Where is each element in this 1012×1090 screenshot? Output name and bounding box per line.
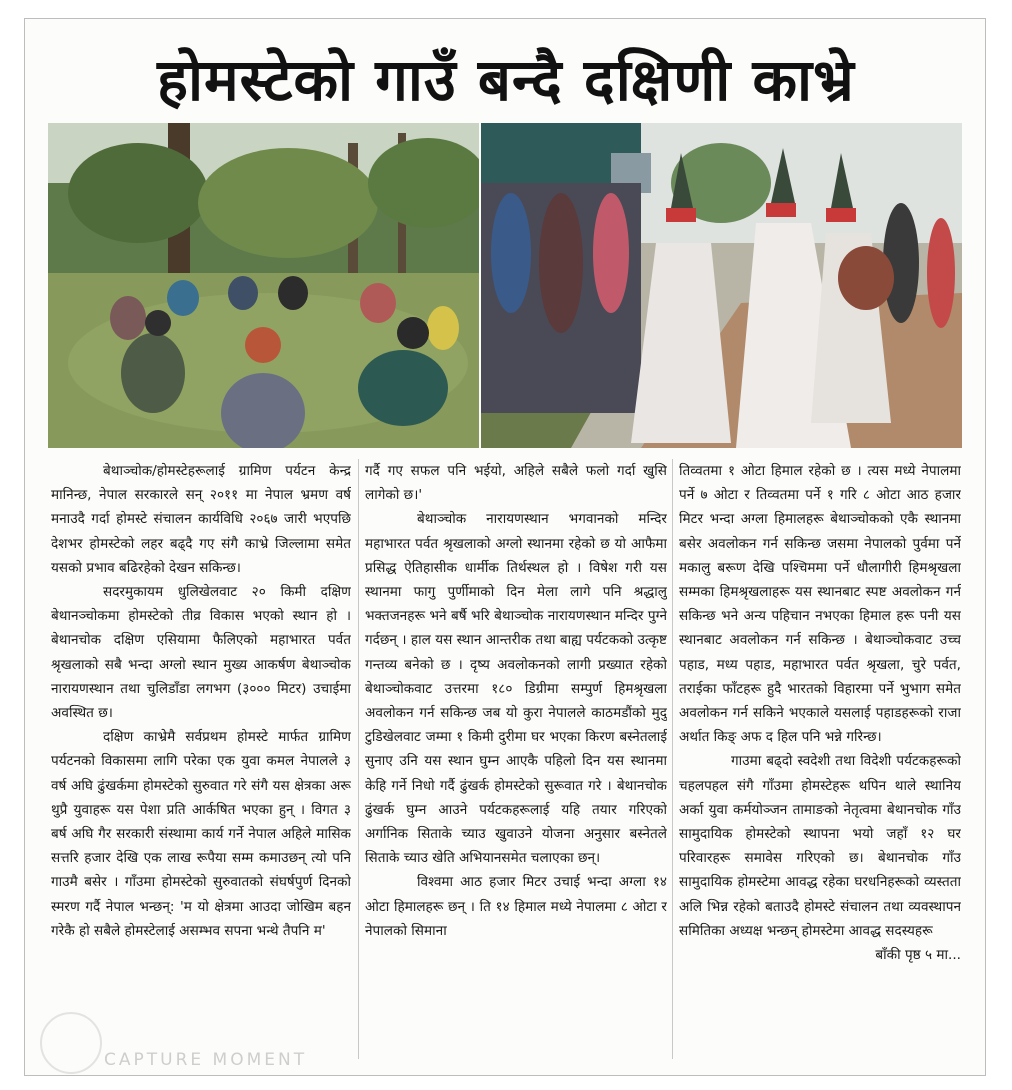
column-divider <box>358 459 359 1059</box>
article-column-1 <box>51 459 351 1059</box>
watermark-text: CAPTURE MOMENT <box>104 1050 308 1070</box>
paragraph: गर्दै गए सफल पनि भईयो, अहिले सबैले फलो गर्दा खुसि लागेको छ।' <box>365 463 667 504</box>
column-divider <box>672 459 673 1059</box>
continued-on-page: बाँकी पृष्ठ ५ मा... <box>875 947 961 964</box>
paragraph: विश्वमा आठ हजार मिटर उचाई भन्दा अग्ला १४ ओटा हिमालहरू छन् । ति १४ हिमाल मध्ये नेपालमा ८ ओटा र नेपालको सिमाना <box>365 874 667 939</box>
paragraph: गाउमा बढ्दो स्वदेशी तथा विदेशी पर्यटकहरूको चहलपहल संगै गाँउमा होमस्टेहरू थपिन थाले स्थानिय अर्का युवा कर्मयोञ्जन तामाङको नेतृत्वमा बेथानचोक गाँउ सामुदायिक होमस्टेको स्थापना भयो जहाँ १२ घर परिवारहरू समावेस गरिएको छ। बेथानचोक गाँउ सामुदायिक होमस्टेमा आवद्ध रहेका घरधनिहरूको व्यस्तता अलि भिन्न रहेको बताउदै होमस्टे संचालन तथा व्यवस्थापन समितिका अध्यक्ष भन्छन् होमस्टेमा आवद्ध सदस्यहरू <box>679 753 961 939</box>
paragraph: बेथाञ्चोक/होमस्टेहरूलाई ग्रामिण पर्यटन केन्द्र मानिन्छ, नेपाल सरकारले सन् २०११ मा नेपाल भ्रमण वर्ष मनाउदै गर्दा होमस्टे संचालन कार्यविधि २०६७ जारी भएपछि देशभर होमस्टेको लहर बढ्दै गए संगै काभ्रे जिल्लामा समेत यसको प्रभाव बढिरहेको देखन सकिन्छ। <box>51 463 351 576</box>
paragraph: बेथाञ्चोक नारायणस्थान भगवानको मन्दिर महाभारत पर्वत श्रृखलाको अग्लो स्थानमा रहेको छ यो आफैमा प्रसिद्ध ऐतिहासीक धार्मीक तिर्थस्थल हो । विषेश गरी यस स्थानमा फागु पुर्णीमाको दिन मेला लागे पनि श्रद्धालु भक्तजनहरू भने बर्षै भरि बेथाञ्चोक नारायणस्थान मन्दिर पुग्ने गर्दछन् । हाल यस स्थान आन्तरीक तथा बाह्य पर्यटकको उत्कृष्ट गन्तव्य बनेको छ । दृष्य अवलोकनको लागी प्रख्यात रहेको बेथाञ्चोकवाट उत्तरमा १८० डिग्रीमा सम्पुर्ण हिमश्रृखला अवलोकन गर्न सकिन्छ जब यो कुरा नेपालले काठमडौंको मुदु टुडिखेलवाट जम्मा १ किमी दुरीमा घर भएका किरण बस्नेतलाई सुनाए उनि यस स्थान घुम्न आएकै पहिलो दिन यस स्थानमा केहि गर्ने निधो गर्दै ढुंखर्क होमस्टेको सुरूवात गरे । बेथानचोक ढुंखर्क घुम्न आउने पर्यटकहरूलाई यहि तयार गरिएको अर्गानिक सिताके च्याउ खुवाउने योजना अनुसार बस्नेतले सिताके च्याउ खेति अभियानसमेत चलाएका छन्। <box>365 511 667 867</box>
article-column-3 <box>679 459 961 1059</box>
photo-right-illustration <box>481 123 962 448</box>
photo-left-illustration <box>48 123 479 448</box>
paragraph: तिव्वतमा १ ओटा हिमाल रहेको छ । त्यस मध्ये नेपालमा पर्ने ७ ओटा र तिव्वतमा पर्ने १ गरि ८ ओटा आठ हजार मिटर भन्दा अग्ला हिमालहरू बेथाञ्चोकको एकै स्थानमा बसेर अवलोकन गर्न सकिन्छ जसमा नेपालको पुर्वमा पर्ने मकालु बरूण देखि पश्चिममा पर्ने धौलागीरी हिमश्रृखला सम्मका हिमश्रृखलाहरू यस स्थानबाट स्पष्ट अवलोकन गर्न सकिन्छ भने अन्य पहिचान नभएका हिमाल हरू पनी यस स्थानबाट अवलोकन गर्न सकिन्छ । बेथाञ्चोकवाट उच्च पहाड, मध्य पहाड, महाभारत पर्वत श्रृखला, चुरे पर्वत, तराईका फाँटहरू हुदै भारतको विहारमा पर्ने भुभाग समेत अवलोकन गर्न सकिने भएकाले यसलाई पहाडहरूको राजा अर्थात किङ् अफ द हिल पनि भन्ने गरिन्छ। <box>679 463 961 746</box>
newspaper-page <box>24 18 986 1076</box>
article-column-2 <box>365 459 667 1059</box>
paragraph: दक्षिण काभ्रेमै सर्वप्रथम होमस्टे मार्फत ग्रामिण पर्यटनको विकासमा लागि परेका एक युवा कमल नेपालले ३ वर्ष अघि ढुंखर्कमा होमस्टेको सुरुवात गरे संगै यस क्षेत्रका अरू थुप्रै युवाहरू यस पेशा प्रति आर्कषित भएका हुन् । विगत ३ बर्ष अघि गैर सरकारी संस्थामा कार्य गर्ने नेपाल अहिले मासिक सत्तरि हजार देखि एक लाख रूपैया सम्म कमाउछन् त्यो पनि गाउमै बसेर । गाँउमा होमस्टेको सुरुवातको संघर्षपुर्ण दिनको स्मरण गर्दै नेपाल भन्छन्: 'म यो क्षेत्रमा आउदा जोखिम बहन गरेकै हो सबैले होमस्टेलाई असम्भव सपना भन्थे तैपनि म' <box>51 729 351 939</box>
paragraph: सदरमुकायम धुलिखेलवाट २० किमी दक्षिण बेथानञ्चोकमा होमस्टेको तीव्र विकास भएको स्थान हो । बेथानचोक दक्षिण एसियामा फैलिएको महाभारत पर्वत श्रृखलाको सबै भन्दा अग्लो स्थान मुख्य आकर्षण बेथाञ्चोक नारायणस्थान तथा चुलिडाँडा लगभग (३००० मिटर) उचाईमा अवस्थित छ। <box>51 584 351 722</box>
photo-homestay-guests <box>48 123 479 448</box>
headline: होमस्टेको गाउँ बन्दै दक्षिणी काभ्रे <box>157 46 855 114</box>
watermark-logo-icon <box>40 1012 102 1074</box>
photo-cultural-dance <box>481 123 962 448</box>
